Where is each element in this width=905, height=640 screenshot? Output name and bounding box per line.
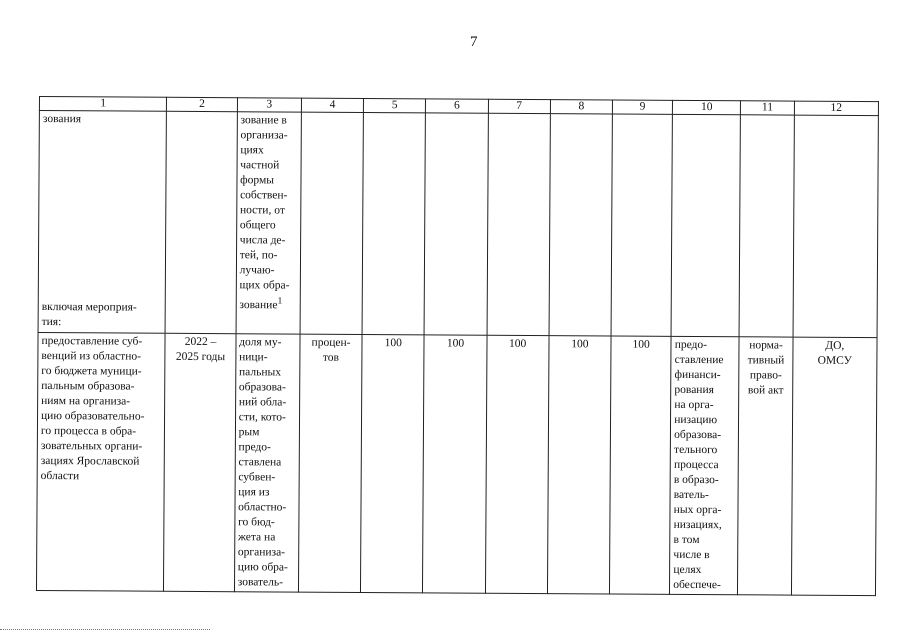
column-number: 6 bbox=[426, 99, 488, 113]
cell-indicator bbox=[236, 112, 302, 334]
column-number: 8 bbox=[550, 100, 612, 114]
cell-value bbox=[362, 112, 426, 334]
column-number: 1 bbox=[39, 97, 167, 112]
column-number: 5 bbox=[364, 98, 426, 112]
cell-result bbox=[671, 114, 741, 336]
program-measures-table bbox=[36, 96, 879, 596]
cell-period: 2022 – 2025 годы bbox=[164, 333, 236, 591]
footnote-mark: 1 bbox=[277, 295, 283, 307]
cell-value: 100 bbox=[485, 335, 549, 593]
footer-divider bbox=[0, 629, 210, 630]
cell-period bbox=[166, 111, 238, 333]
cell-event-name bbox=[38, 111, 167, 334]
cell-value bbox=[487, 113, 551, 335]
cell-value: 100 bbox=[423, 335, 487, 593]
cell-value bbox=[549, 114, 613, 336]
cell-value bbox=[611, 114, 673, 336]
cell-result: предо- ставление финанси- рования на орга- низацию образова- тельного процесса в образо- ватель- ных орга- низациях, в том числе в целях обеспече- bbox=[670, 336, 740, 594]
column-number: 12 bbox=[794, 101, 878, 116]
indicator-text: зование в организа- циях частной формы собствен- ности, от общего числа де- тей, по- лучаю- щих обра- зование bbox=[239, 114, 290, 312]
cell-executor bbox=[793, 115, 879, 338]
column-number: 10 bbox=[673, 100, 741, 114]
cell-executor: ДО, ОМСУ bbox=[791, 337, 877, 596]
event-name-continuation: зования bbox=[42, 113, 82, 126]
cell-value: 100 bbox=[361, 334, 425, 592]
cell-unit bbox=[300, 112, 364, 334]
cell-unit: процен- тов bbox=[298, 334, 362, 592]
column-number: 3 bbox=[237, 98, 301, 112]
cell-value: 100 bbox=[547, 336, 611, 594]
cell-event-name: предоставление суб- венций из областно- го бюджета муници- пальным образова- ниям на организа- цию образовательно- го процесса в обра- зовательных органи- зациях Ярославской области bbox=[36, 332, 165, 591]
cell-document bbox=[739, 115, 794, 337]
page-number: 7 bbox=[470, 34, 478, 50]
column-number: 4 bbox=[301, 98, 363, 112]
column-number: 7 bbox=[488, 99, 550, 113]
column-number: 11 bbox=[741, 101, 794, 115]
cell-value: 100 bbox=[609, 336, 671, 594]
column-number: 2 bbox=[167, 97, 237, 111]
continuation-row bbox=[38, 111, 878, 338]
measure-row bbox=[36, 332, 877, 595]
cell-document: норма- тивный право- вой акт bbox=[738, 337, 793, 595]
cell-indicator: доля му- ници- пальных образова- ний обла- сти, кото- рым предо- ставлена субвен- ция из областно- го бюд- жета на организа- цию обра- зователь- bbox=[234, 334, 300, 592]
cell-value bbox=[424, 113, 488, 335]
column-number: 9 bbox=[612, 100, 672, 114]
event-name-including: включая мероприя- тия: bbox=[41, 301, 137, 329]
